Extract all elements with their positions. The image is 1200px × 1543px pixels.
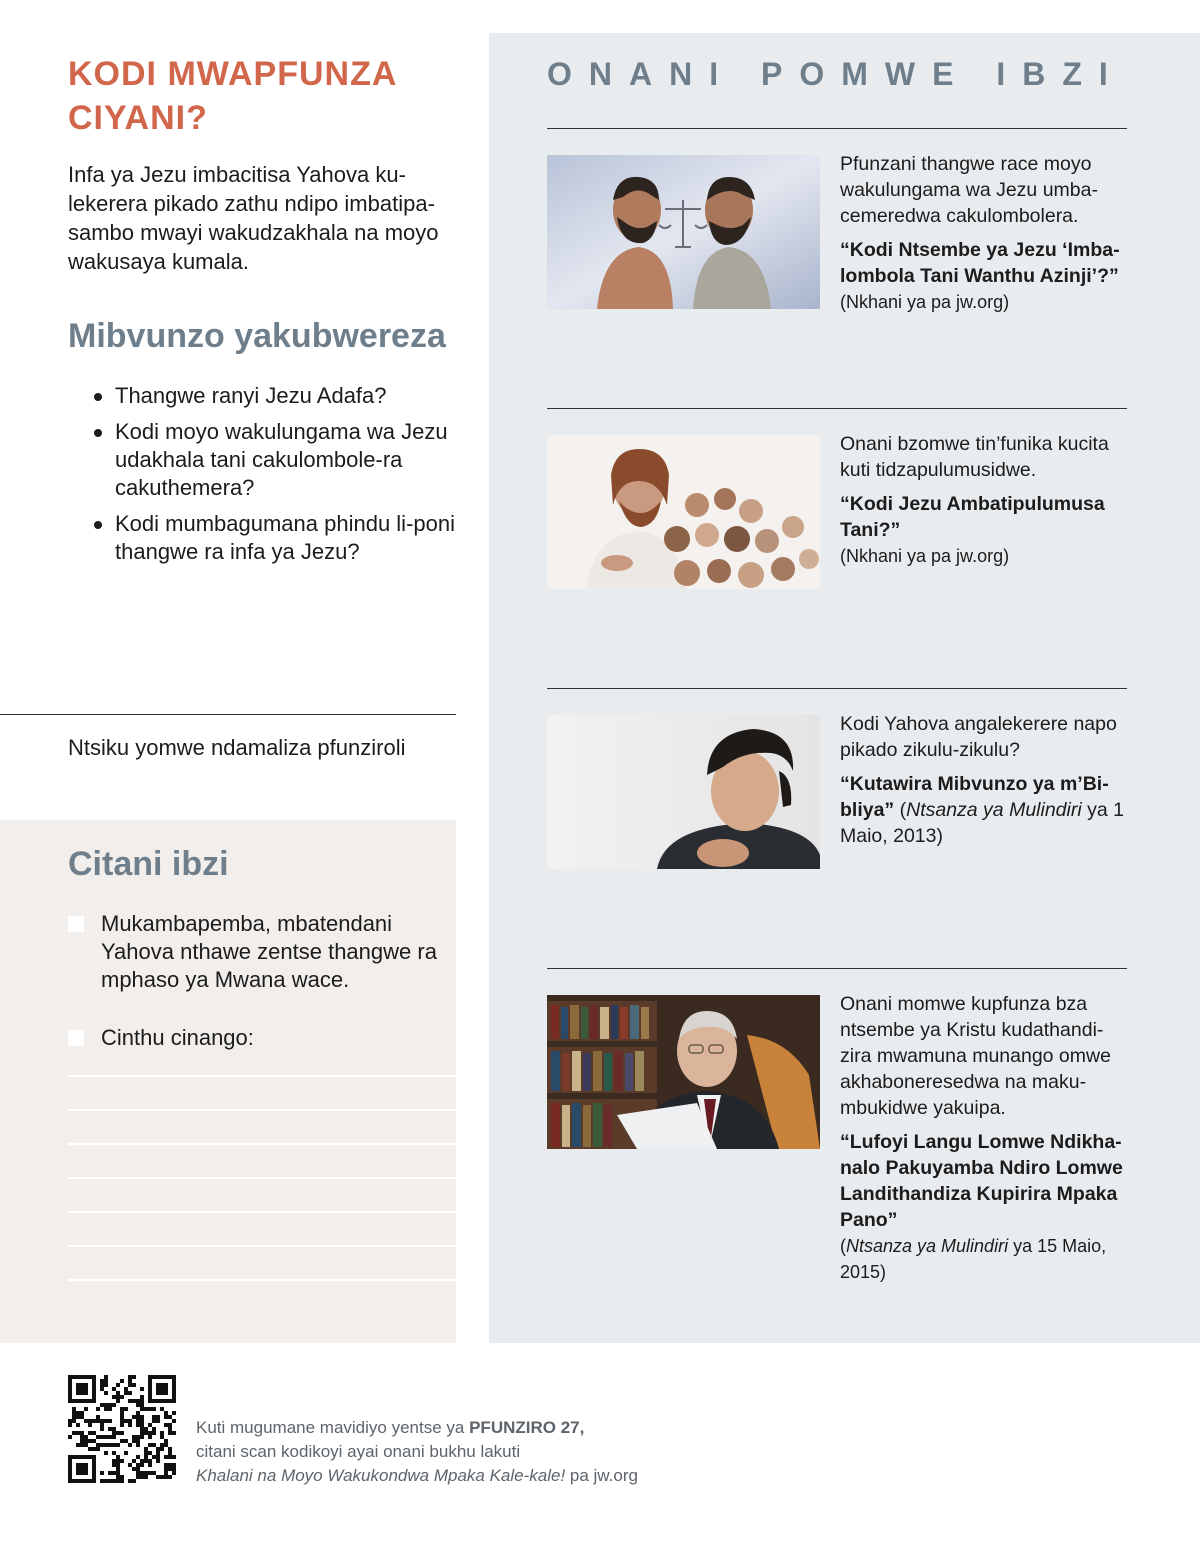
review-title: Mibvunzo yakubwereza (68, 317, 446, 355)
item-reference[interactable] (840, 771, 1132, 849)
write-line[interactable] (68, 1143, 456, 1145)
item-description: Pfunzani thangwe race moyo wakulungama wa Jezu umba-cemeredwa cakulombolera. (840, 153, 1098, 227)
try-this-title: Citani ibzi (68, 845, 229, 883)
jesus-and-crowd-illustration[interactable] (547, 435, 820, 589)
explore-item-text (840, 151, 1132, 315)
explore-title: ONANI POMWE IBZI (547, 56, 1125, 92)
source-publication: Ntsanza ya Mulindiri (846, 1236, 1009, 1256)
write-line[interactable] (68, 1075, 456, 1077)
write-line[interactable] (68, 1177, 456, 1179)
try-this-box (0, 820, 456, 1343)
item-reference-title[interactable]: “Kutawira Mibvunzo ya m’Bi-bliya” (840, 773, 1109, 821)
item-reference[interactable] (840, 1129, 1132, 1233)
item-source: (Nkhani ya pa jw.org) (840, 292, 1010, 312)
review-question: Kodi mumbagumana phindu li-poni thangwe ra infa ya Jezu? (92, 510, 460, 566)
write-line[interactable] (68, 1109, 456, 1111)
try-this-item-text: Mukambapemba, mbatendani Yahova nthawe zentse thangwe ra mphaso ya Mwana wace. (101, 911, 437, 992)
source-prefix: ( (894, 799, 907, 821)
item-description: Kodi Yahova angalekerere napo pikado zikulu-zikulu? (840, 713, 1117, 761)
item-source: (Ntsanza ya Mulindiri ya 15 Maio, 2015) (840, 1236, 1107, 1282)
explore-item-text (840, 711, 1132, 849)
item-divider (547, 128, 1127, 129)
date-divider (0, 714, 456, 715)
review-questions-list (92, 382, 460, 574)
checkbox[interactable] (68, 1030, 84, 1046)
footer-line2: citani scan kodikoyi ayai onani bukhu lakuti (196, 1442, 521, 1461)
two-men-scale-illustration[interactable] (547, 155, 820, 309)
explore-item-text (840, 431, 1132, 569)
item-divider (547, 688, 1127, 689)
source-publication: Ntsanza ya Mulindiri (906, 799, 1082, 821)
item-source: (Nkhani ya pa jw.org) (840, 546, 1010, 566)
try-this-item-text: Cinthu cinango: (101, 1025, 254, 1050)
footer-line3: pa jw.org (565, 1466, 638, 1485)
write-line[interactable] (68, 1279, 456, 1281)
man-reading-photo[interactable] (547, 995, 820, 1149)
qr-code[interactable] (68, 1375, 176, 1483)
summary-text: Infa ya Jezu imbacitisa Yahova ku-lekerera pikado zathu ndipo imbatipa-sambo mwayi wakudzakhala na moyo wakusaya kumala. (68, 162, 439, 274)
footer-book-title: Khalani na Moyo Wakukondwa Mpaka Kale-kale! (196, 1466, 566, 1485)
explore-item-text (840, 991, 1132, 1285)
review-question: Kodi moyo wakulungama wa Jezu udakhala tani cakulombole-ra cakuthemera? (92, 418, 460, 502)
item-description: Onani bzomwe tin’funika kucita kuti tidzapulumusidwe. (840, 433, 1109, 481)
summary-title: KODI MWAPFUNZA CIYANI? (68, 55, 397, 137)
item-reference-title[interactable]: “Kodi Ntsembe ya Jezu ‘Imba-lombola Tani Wanthu Azinji’?” (840, 239, 1120, 287)
item-reference-title[interactable]: “Lufoyi Langu Lomwe Ndikha-nalo Pakuyamba Ndiro Lomwe Landithandiza Kupirira Mpaka Pano” (840, 1131, 1123, 1231)
write-line[interactable] (68, 1211, 456, 1213)
item-reference[interactable] (840, 237, 1132, 289)
item-reference-title[interactable]: “Kodi Jezu Ambatipulumusa Tani?” (840, 493, 1105, 541)
try-this-item (68, 910, 438, 994)
completion-date-label: Ntsiku yomwe ndamaliza pfunziroli (68, 735, 406, 760)
footer-line1: Kuti mugumane mavidiyo yentse ya (196, 1418, 470, 1437)
item-reference[interactable] (840, 491, 1132, 543)
write-line[interactable] (68, 1245, 456, 1247)
item-divider (547, 408, 1127, 409)
item-description: Onani momwe kupfunza bza ntsembe ya Kristu kudathandi-zira mwamuna munango omwe akhaboneresedwa na maku-mbukidwe yakuipa. (840, 993, 1111, 1119)
review-question: Thangwe ranyi Jezu Adafa? (92, 382, 460, 410)
source-date: ya 1 Maio, 2013) (840, 799, 1124, 847)
footer-note (196, 1416, 756, 1488)
footer-lesson-number: PFUNZIRO 27, (469, 1418, 585, 1437)
man-praying-photo[interactable] (547, 715, 820, 869)
item-divider (547, 968, 1127, 969)
try-this-item (68, 1024, 438, 1052)
checkbox[interactable] (68, 916, 84, 932)
